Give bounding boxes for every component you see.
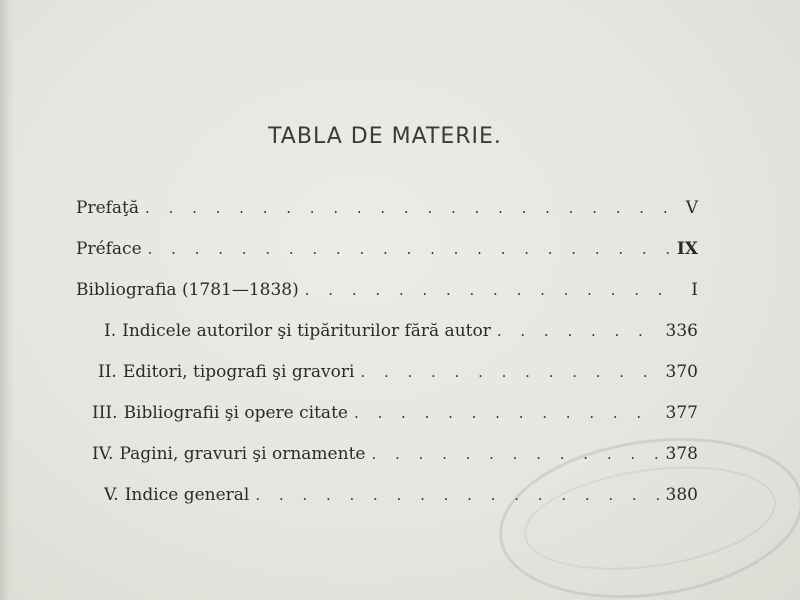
dot-leader <box>354 401 660 425</box>
toc-entry-label: Indice general <box>124 485 250 505</box>
toc-entry-label: Préface <box>76 239 142 259</box>
toc-entry-label: Bibliografii şi opere citate <box>123 403 348 423</box>
dot-leader <box>148 237 671 261</box>
toc-entry-prefata <box>76 196 698 237</box>
toc-entry-bibliografia <box>76 278 698 319</box>
toc-entry-label: Editori, tipografi şi gravori <box>122 362 355 382</box>
toc-entry-page: I <box>691 280 698 300</box>
toc-entry-page: 336 <box>665 321 698 341</box>
toc-entry-bibliografii <box>76 401 698 442</box>
toc-entry-number: IV. <box>92 444 114 464</box>
dot-leader <box>145 196 678 220</box>
toc-entry-label: Prefaţă <box>76 198 140 218</box>
toc-entry-number: III. <box>92 403 118 423</box>
page-title: TABLA DE MATERIE. <box>268 124 502 149</box>
toc-entry-editori <box>76 360 698 401</box>
toc-entry-number: II. <box>98 362 117 382</box>
toc-entry-page: 370 <box>665 362 698 382</box>
stamp-inner-ring <box>517 452 782 584</box>
dot-leader <box>360 360 659 384</box>
toc-entry-preface <box>76 237 698 278</box>
toc-entry-page: V <box>685 198 698 218</box>
toc-entry-number: V. <box>104 485 119 505</box>
toc-entry-page: IX <box>676 239 698 259</box>
dot-leader <box>305 278 678 302</box>
toc-entry-page: 380 <box>665 485 698 505</box>
spine-shadow <box>0 0 14 600</box>
toc-entry-indicele-autorilor <box>76 319 698 360</box>
dot-leader <box>497 319 660 343</box>
toc-entry-number: I. <box>104 321 117 341</box>
toc-entry-label: Indicele autorilor şi tipăriturilor fără autor <box>122 321 491 341</box>
toc-entry-label: Bibliografia (1781—1838) <box>76 280 299 300</box>
toc-entry-page: 377 <box>665 403 698 423</box>
toc-entry-page: 378 <box>665 444 698 464</box>
toc-entry-label: Pagini, gravuri şi ornamente <box>119 444 366 464</box>
